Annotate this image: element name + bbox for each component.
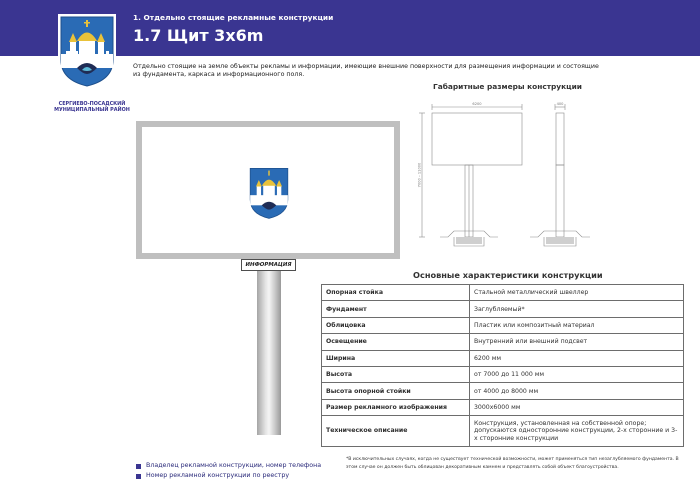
spec-value: Стальной металлический швеллер	[470, 285, 684, 301]
table-row	[322, 399, 684, 415]
drawing-title: Габаритные размеры конструкции	[433, 82, 582, 91]
spec-key: Ширина	[322, 350, 470, 366]
description-text: Отдельно стоящие на земле объекты рекламы и информации, имеющие внешние поверхности для размещения информации и состоящие из фундамента, каркаса и информационного поля.	[133, 63, 599, 79]
billboard-frame	[136, 121, 400, 259]
spec-key: Размер рекламного изображения	[322, 399, 470, 415]
billboard-emblem	[248, 166, 290, 220]
technical-drawing	[418, 92, 628, 257]
table-row	[322, 301, 684, 317]
spec-key: Высота	[322, 366, 470, 382]
table-row	[322, 383, 684, 399]
billboard-panel	[142, 127, 394, 253]
spec-value: 6200 мм	[470, 350, 684, 366]
support-pole	[257, 271, 281, 435]
spec-key: Опорная стойка	[322, 285, 470, 301]
spec-value: Пластик или композитный материал	[470, 317, 684, 333]
spec-key: Высота опорной стойки	[322, 383, 470, 399]
spec-key: Облицовка	[322, 317, 470, 333]
legend-item-label: Номер рекламной конструкции по реестру	[146, 472, 290, 479]
legend	[136, 461, 321, 481]
spec-value: 3000х6000 мм	[470, 399, 684, 415]
spec-key: Техническое описание	[322, 416, 470, 447]
specs-table	[321, 284, 684, 447]
coat-of-arms-emblem	[58, 14, 116, 88]
legend-square-icon	[136, 464, 141, 469]
table-row	[322, 285, 684, 301]
legend-square-icon	[136, 474, 141, 479]
specs-title: Основные характеристики конструкции	[413, 270, 603, 280]
spec-value: Внутренний или внешний подсвет	[470, 334, 684, 350]
spec-value: от 4000 до 8000 мм	[470, 383, 684, 399]
spec-key: Фундамент	[322, 301, 470, 317]
table-row	[322, 350, 684, 366]
spec-value: от 7000 до 11 000 мм	[470, 366, 684, 382]
legend-item-label: Владелец рекламной конструкции, номер телефона	[146, 462, 322, 469]
spec-value: Заглубляемый*	[470, 301, 684, 317]
dim-depth-label: 400	[556, 102, 564, 106]
spec-value: Конструкция, установленная на собственной опоре; допускаются односторонние конструкции, 2-х сторонние и 3-х сторонние конструкции	[470, 416, 684, 447]
dim-height-label: 7000 – 11000	[417, 162, 422, 188]
table-row	[322, 334, 684, 350]
legend-item	[136, 461, 321, 471]
page-title: 1.7 Щит 3х6m	[133, 26, 264, 45]
spec-key: Освещение	[322, 334, 470, 350]
legend-item	[136, 471, 321, 481]
region-name: СЕРГИЕВО-ПОСАДСКИЙ МУНИЦИПАЛЬНЫЙ РАЙОН	[54, 101, 130, 113]
dim-width-label: 6200	[472, 102, 482, 106]
section-label: 1. Отдельно стоящие рекламные конструкции	[133, 13, 334, 22]
table-row	[322, 366, 684, 382]
table-row	[322, 416, 684, 447]
table-row	[322, 317, 684, 333]
info-plate: ИНФОРМАЦИЯ	[241, 259, 296, 271]
footnote: *В исключительных случаях, когда не существует технической возможности, может применяться тип незаглубляемого фундамента. В этом случае он должен быть облицован декоративным камнем и представлять собой объект благоустройства.	[346, 457, 679, 470]
